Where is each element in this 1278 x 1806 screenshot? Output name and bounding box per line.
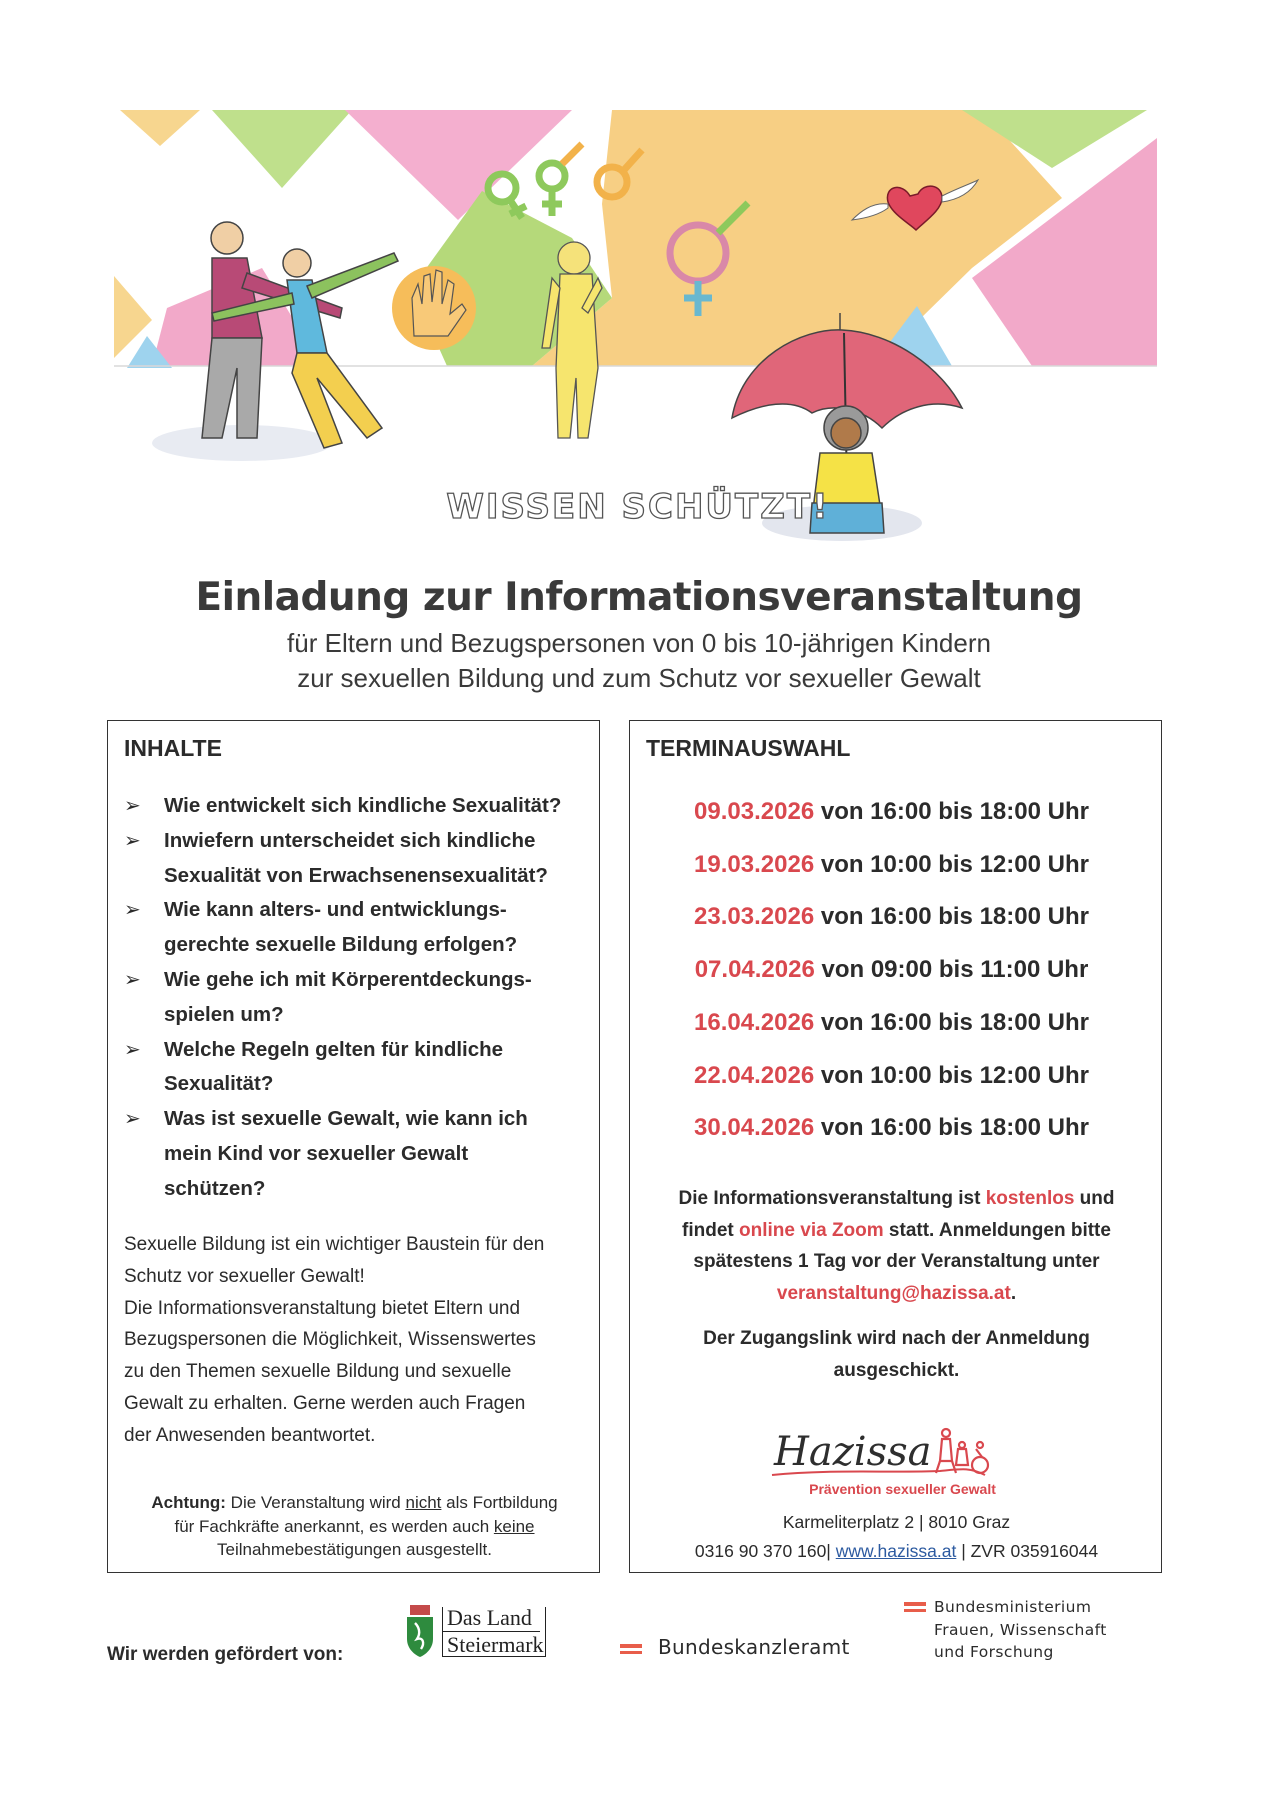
steiermark-logo: Das Land Steiermark bbox=[405, 1603, 545, 1665]
date-item: 07.04.2026 von 09:00 bis 11:00 Uhr bbox=[694, 956, 1089, 984]
date-item: 09.03.2026 von 16:00 bis 18:00 Uhr bbox=[694, 798, 1089, 825]
topic-item: ➢ Inwiefern unterscheidet sich kindliche Sexualität von Erwachsenensexualität? bbox=[124, 824, 584, 894]
slogan bbox=[438, 480, 838, 530]
slogan-text: WISSEN SCHÜTZT! bbox=[446, 487, 830, 527]
topic-item: ➢ Wie kann alters- und entwicklungs- gerechte sexuelle Bildung erfolgen? bbox=[124, 893, 584, 963]
date-item: 22.04.2026 von 10:00 bis 12:00 Uhr bbox=[694, 1061, 1089, 1089]
bullet-arrow-icon: ➢ bbox=[124, 795, 141, 817]
intro-paragraph: Sexuelle Bildung ist ein wichtiger Baustein für den Schutz vor sexueller Gewalt! Die Informationsveranstaltung bietet Eltern und Bezugspersonen die Möglichkeit, Wissenswertes zu den Themen sexuelle Bildung und sexuelle Gewalt zu erhalten. Gerne werden auch Fragen der Anwesenden beantwortet. bbox=[124, 1234, 545, 1446]
terminauswahl-box bbox=[629, 720, 1162, 1573]
dates-list bbox=[630, 786, 1163, 1155]
bullet-arrow-icon: ➢ bbox=[124, 899, 141, 922]
notice-label: Achtung: bbox=[151, 1493, 226, 1512]
svg-text:Hazissa: Hazissa bbox=[774, 1429, 932, 1475]
topic-item: ➢ Wie gehe ich mit Körperentdeckungs- spielen um? bbox=[124, 963, 584, 1033]
online-highlight: online via Zoom bbox=[739, 1219, 884, 1241]
steiermark-crest-icon bbox=[405, 1605, 435, 1657]
website-link[interactable]: www.hazissa.at bbox=[835, 1541, 957, 1561]
notice-text: Achtung: Die Veranstaltung wird nicht als Fortbildung für Fachkräfte anerkannt, es werden auch keine Teilnahmebestätigungen ausgestellt. bbox=[151, 1493, 558, 1559]
topic-item: ➢ Wie entwickelt sich kindliche Sexualität? bbox=[124, 789, 584, 824]
date-item: 30.04.2026 von 16:00 bis 18:00 Uhr bbox=[694, 1114, 1089, 1142]
page-subtitle-line1: für Eltern und Bezugspersonen von 0 bis 10-jährigen Kindern bbox=[287, 628, 991, 658]
registration-email-link[interactable]: veranstaltung@hazissa.at bbox=[776, 1282, 1011, 1304]
topic-item: ➢ Was ist sexuelle Gewalt, wie kann ich mein Kind vor sexueller Gewalt schützen? bbox=[124, 1102, 584, 1206]
topics-list bbox=[124, 789, 584, 1207]
page-title: Einladung zur Informationsveranstaltung bbox=[195, 575, 1083, 620]
hazissa-tagline: Prävention sexueller Gewalt bbox=[809, 1481, 996, 1497]
topic-item: ➢ Welche Regeln gelten für kindliche Sexualität? bbox=[124, 1033, 584, 1103]
date-item: 19.03.2026 von 10:00 bis 12:00 Uhr bbox=[694, 850, 1089, 878]
access-link-info: Der Zugangslink wird nach der Anmeldung ausgeschickt. bbox=[703, 1328, 1090, 1381]
inhalte-heading: INHALTE bbox=[124, 735, 222, 761]
date-item: 16.04.2026 von 16:00 bis 18:00 Uhr bbox=[694, 1008, 1089, 1036]
registration-info: Die Informationsveranstaltung ist kostenlos und findet online via Zoom statt. Anmeldungen bitte spätestens 1 Tag vor der Veranstaltung unter veranstaltung@hazissa.at. bbox=[678, 1188, 1115, 1304]
page-subtitle-line2: zur sexuellen Bildung und zum Schutz vor sexueller Gewalt bbox=[297, 663, 981, 693]
date-item: 23.03.2026 von 16:00 bis 18:00 Uhr bbox=[694, 903, 1089, 931]
austria-flag-icon bbox=[904, 1602, 926, 1615]
stop-hand-icon bbox=[392, 266, 476, 350]
terminauswahl-heading: TERMINAUSWAHL bbox=[646, 735, 851, 761]
bullet-arrow-icon: ➢ bbox=[124, 1108, 141, 1131]
inhalte-box bbox=[107, 720, 600, 1573]
free-highlight: kostenlos bbox=[985, 1188, 1075, 1209]
bullet-arrow-icon: ➢ bbox=[124, 829, 141, 852]
bullet-arrow-icon: ➢ bbox=[124, 968, 141, 991]
funded-by-label: Wir werden gefördert von: bbox=[107, 1644, 344, 1665]
bullet-arrow-icon: ➢ bbox=[124, 1038, 141, 1061]
austria-flag-icon bbox=[620, 1644, 642, 1657]
contact-address: Karmeliterplatz 2 | 8010 Graz 0316 90 370 160| www.hazissa.at | ZVR 035916044 bbox=[694, 1512, 1099, 1561]
